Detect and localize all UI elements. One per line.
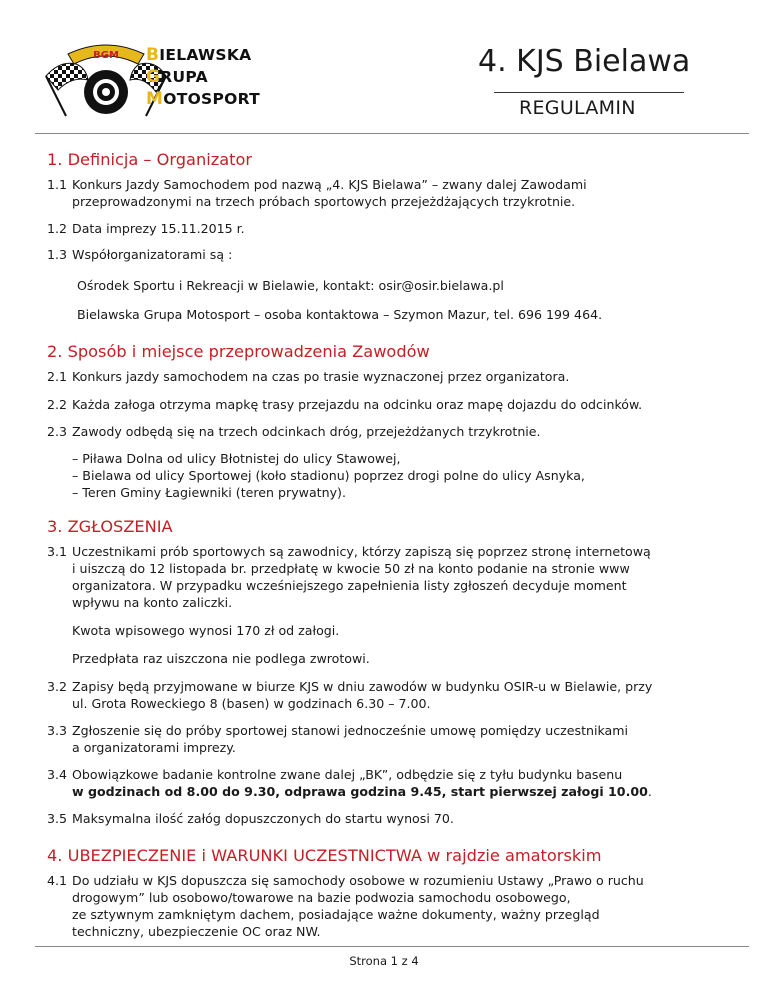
clause-4-1-line3: ze sztywnym zamkniętym dachem, posiadające ważne dokumenty, ważny przegląd <box>72 907 600 922</box>
no-refund-note: Przedpłata raz uiszczona nie podlega zwrotowi. <box>72 651 370 666</box>
clause-1-3: Współorganizatorami są : <box>72 247 233 262</box>
clause-number: 3.1 <box>47 544 68 559</box>
clause-3-2-line1: Zapisy będą przyjmowane w biurze KJS w dniu zawodów w budynku OSIR-u w Bielawie, przy <box>72 679 653 694</box>
footer-divider <box>35 946 749 947</box>
clause-3-1-line1: Uczestnikami prób sportowych są zawodnicy, którzy zapiszą się poprzez stronę internetową <box>72 544 651 559</box>
clause-number: 3.3 <box>47 723 68 738</box>
clause-3-2-line2: ul. Grota Roweckiego 8 (basen) w godzinach 6.30 – 7.00. <box>72 696 431 711</box>
clause-number: 3.4 <box>47 767 68 782</box>
route-item-1: – Piława Dolna od ulicy Błotnistej do ulicy Stawowej, <box>72 451 401 466</box>
clause-4-1-line1: Do udziału w KJS dopuszcza się samochody osobowe w rozumieniu Ustawy „Prawo o ruchu <box>72 873 644 888</box>
coorganizer-osir: Ośrodek Sportu i Rekreacji w Bielawie, kontakt: osir@osir.bielawa.pl <box>77 278 504 293</box>
clause-number: 3.5 <box>47 811 68 826</box>
clause-number: 2.1 <box>47 369 68 384</box>
clause-3-4-line1: Obowiązkowe badanie kontrolne zwane dalej „BK”, odbędzie się z tyłu budynku basenu <box>72 767 623 782</box>
clause-number: 1.2 <box>47 221 68 236</box>
schedule-bold: w godzinach od 8.00 do 9.30, odprawa godzina 9.45, start pierwszej załogi 10.00 <box>72 784 648 799</box>
clause-number: 2.2 <box>47 397 68 412</box>
route-item-2: – Bielawa od ulicy Sportowej (koło stadionu) poprzez drogi polne do ulicy Asnyka, <box>72 468 585 483</box>
section-2-heading: 2. Sposób i miejsce przeprowadzenia Zawodów <box>47 342 430 361</box>
clause-3-5: Maksymalna ilość załóg dopuszczonych do startu wynosi 70. <box>72 811 454 826</box>
clause-1-1-line2: przeprowadzonymi na trzech próbach sportowych przejeżdżających trzykrotnie. <box>72 194 576 209</box>
section-1-heading: 1. Definicja – Organizator <box>47 150 253 169</box>
clause-3-1-line4: wpływu na konto zaliczki. <box>72 595 233 610</box>
clause-1-1-line1: Konkurs Jazdy Samochodem pod nazwą „4. KJS Bielawa” – zwany dalej Zawodami <box>72 177 587 192</box>
clause-4-1-line2: drogowym” lub osobowo/towarowe na bazie podwozia samochodu osobowego, <box>72 890 571 905</box>
page-number: Strona 1 z 4 <box>349 954 419 968</box>
clause-3-1-line3: organizatora. W przypadku wcześniejszego zapełnienia listy zgłoszeń decyduje moment <box>72 578 627 593</box>
clause-3-3-line1: Zgłoszenie się do próby sportowej stanowi jednocześnie umowę pomiędzy uczestnikami <box>72 723 629 738</box>
clause-number: 2.3 <box>47 424 68 439</box>
clause-1-2: Data imprezy 15.11.2015 r. <box>72 221 245 236</box>
logo-badge-text: BGM <box>93 50 119 61</box>
entry-fee: Kwota wpisowego wynosi 170 zł od załogi. <box>72 623 340 638</box>
clause-3-1-line2: i uiszczą do 12 listopada br. przedpłatę w kwocie 50 zł na konto podanie na stronie www <box>72 561 630 576</box>
clause-2-1: Konkurs jazdy samochodem na czas po trasie wyznaczonej przez organizatora. <box>72 369 570 384</box>
clause-4-1-line4: techniczny, ubezpieczenie OC oraz NW. <box>72 924 321 939</box>
section-3-heading: 3. ZGŁOSZENIA <box>47 517 173 536</box>
page-title: 4. KJS Bielawa <box>478 44 691 79</box>
title-divider <box>494 92 684 93</box>
header-divider <box>35 133 749 134</box>
page-subtitle: REGULAMIN <box>519 97 636 119</box>
route-item-3: – Teren Gminy Łagiewniki (teren prywatny). <box>72 485 346 500</box>
logo-wordmark: BIELAWSKA GRUPA MOTOSPORT <box>146 45 261 109</box>
clause-number: 3.2 <box>47 679 68 694</box>
clause-3-4-line2: w godzinach od 8.00 do 9.30, odprawa godzina 9.45, start pierwszej załogi 10.00. <box>72 784 652 799</box>
coorganizer-bgm: Bielawska Grupa Motosport – osoba kontaktowa – Szymon Mazur, tel. 696 199 464. <box>77 307 603 322</box>
clause-number: 1.1 <box>47 177 68 192</box>
clause-2-2: Każda załoga otrzyma mapkę trasy przejazdu na odcinku oraz mapę dojazdu do odcinków. <box>72 397 643 412</box>
clause-number: 4.1 <box>47 873 68 888</box>
clause-2-3: Zawody odbędą się na trzech odcinkach dróg, przejeżdżanych trzykrotnie. <box>72 424 541 439</box>
clause-number: 1.3 <box>47 247 68 262</box>
section-4-heading: 4. UBEZPIECZENIE i WARUNKI UCZESTNICTWA w rajdzie amatorskim <box>47 846 602 865</box>
clause-3-3-line2: a organizatorami imprezy. <box>72 740 236 755</box>
